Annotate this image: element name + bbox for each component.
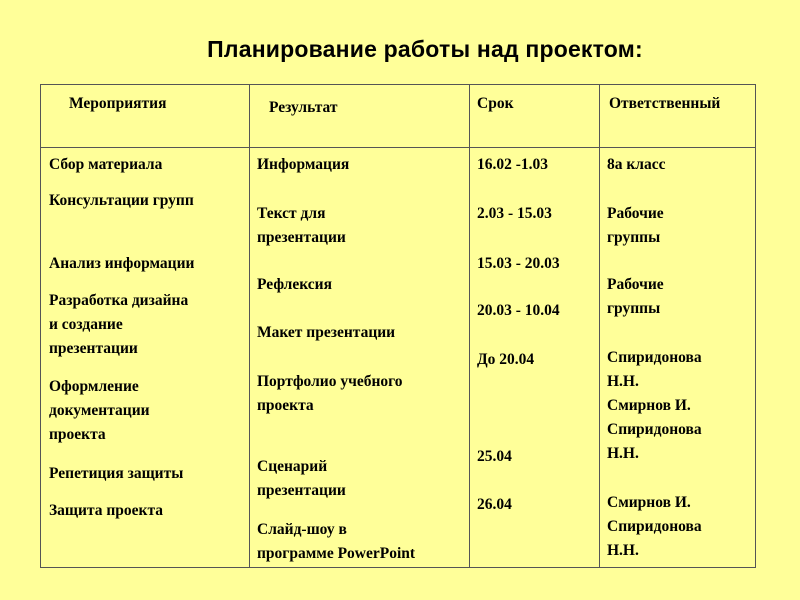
responsible-line: Рабочие xyxy=(607,276,664,293)
header-activities: Мероприятия xyxy=(69,95,167,112)
deadline-line: 2.03 - 15.03 xyxy=(477,205,552,222)
deadline-line: 26.04 xyxy=(477,496,512,513)
result-line: Портфолио учебного xyxy=(257,373,403,390)
result-line: Рефлексия xyxy=(257,276,332,293)
activity-line: презентации xyxy=(49,340,138,357)
responsible-item xyxy=(607,202,664,250)
responsible-item xyxy=(607,273,664,321)
result-line: презентации xyxy=(257,229,346,246)
result-item xyxy=(257,455,346,503)
header-deadline: Срок xyxy=(477,95,514,112)
responsible-line: Н.Н. xyxy=(607,445,639,462)
activity-line: Консультации групп xyxy=(49,192,194,209)
activity-line: Анализ информации xyxy=(49,255,195,272)
activity-line: Оформление xyxy=(49,378,139,395)
activity-item xyxy=(49,189,194,213)
responsible-line: группы xyxy=(607,229,661,246)
responsible-line: Спиридонова xyxy=(607,518,702,535)
header-result: Результат xyxy=(269,99,338,116)
activity-item xyxy=(49,462,183,486)
deadline-item xyxy=(477,153,548,177)
result-line: Сценарий xyxy=(257,458,328,475)
activity-line: Защита проекта xyxy=(49,502,164,519)
result-item xyxy=(257,370,403,418)
responsible-item xyxy=(607,153,666,177)
responsible-line: Смирнов И. xyxy=(607,397,691,414)
result-line: Макет презентации xyxy=(257,324,396,341)
header-divider xyxy=(41,147,755,148)
column-divider xyxy=(249,85,250,567)
responsible-line: группы xyxy=(607,300,661,317)
deadline-item xyxy=(477,445,512,469)
activity-line: проекта xyxy=(49,426,106,443)
deadline-line: 25.04 xyxy=(477,448,512,465)
responsible-item xyxy=(607,346,702,466)
deadline-item xyxy=(477,202,552,226)
activity-line: документации xyxy=(49,402,150,419)
deadline-line: До 20.04 xyxy=(477,351,535,368)
activity-line: Разработка дизайна xyxy=(49,292,189,309)
responsible-line: Смирнов И. xyxy=(607,494,691,511)
result-item xyxy=(257,321,395,345)
activity-item xyxy=(49,289,188,361)
result-item xyxy=(257,202,346,250)
deadline-line: 16.02 -1.03 xyxy=(477,156,549,173)
activity-line: Сбор материала xyxy=(49,156,163,173)
activity-item xyxy=(49,153,162,177)
responsible-line: Спиридонова xyxy=(607,349,702,366)
activity-item xyxy=(49,499,163,523)
deadline-line: 20.03 - 10.04 xyxy=(477,302,560,319)
deadline-item xyxy=(477,493,512,517)
column-divider xyxy=(469,85,470,567)
result-item xyxy=(257,153,349,177)
deadline-item xyxy=(477,348,534,372)
result-line: программе PowerPoint xyxy=(257,545,416,562)
deadline-item xyxy=(477,299,560,323)
result-line: Текст для xyxy=(257,205,326,222)
result-line: Информация xyxy=(257,156,350,173)
deadline-line: 15.03 - 20.03 xyxy=(477,255,560,272)
header-responsible: Ответственный xyxy=(609,95,721,112)
activity-item xyxy=(49,375,150,447)
responsible-item xyxy=(607,491,702,563)
responsible-line: Спиридонова xyxy=(607,421,702,438)
responsible-line: Н.Н. xyxy=(607,373,639,390)
result-line: проекта xyxy=(257,397,314,414)
result-item xyxy=(257,273,332,297)
deadline-item xyxy=(477,252,560,276)
responsible-line: Рабочие xyxy=(607,205,664,222)
result-line: Слайд-шоу в xyxy=(257,521,347,538)
responsible-line: 8а класс xyxy=(607,156,666,173)
result-item xyxy=(257,518,415,566)
activity-line: и создание xyxy=(49,316,123,333)
responsible-line: Н.Н. xyxy=(607,542,639,559)
activity-line: Репетиция защиты xyxy=(49,465,184,482)
page-title: Планирование работы над проектом: xyxy=(207,36,643,62)
result-line: презентации xyxy=(257,482,346,499)
column-divider xyxy=(599,85,600,567)
activity-item xyxy=(49,252,194,276)
plan-table xyxy=(40,84,756,568)
